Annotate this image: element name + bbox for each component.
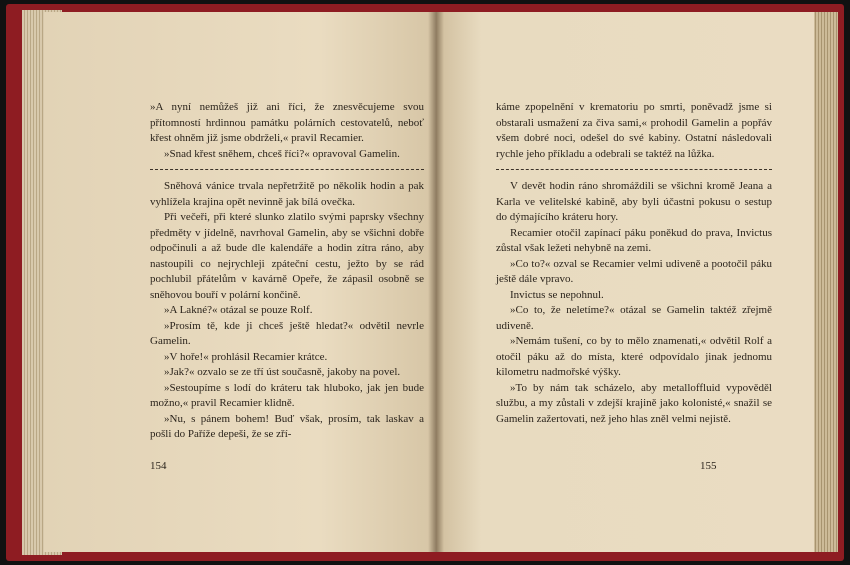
- right-page-text: [496, 100, 772, 427]
- paragraph: »Nemám tušení, co by to mělo znamenati,« odvětil Rolf a otočil páku až do místa, které odpovídalo jinak jednomu kilometru nadmořské výšky.: [496, 335, 772, 378]
- paragraph: Invictus se nepohnul.: [510, 288, 604, 301]
- paragraph: »A Lakné?« otázal se pouze Rolf.: [164, 304, 313, 316]
- book-gutter: [428, 12, 444, 552]
- paragraph: »Sestoupíme s lodí do kráteru tak hluboko, jak jen bude možno,« pravil Recamier klidně.: [150, 381, 424, 409]
- paragraph: »Nu, s pánem bohem! Buď však, prosím, tak laskav a pošli do Paříže depeši, že se zří-: [150, 412, 424, 440]
- right-page: [436, 12, 814, 552]
- left-page-text: [150, 100, 424, 443]
- left-page: [44, 12, 436, 552]
- paragraph: »Prosím tě, kde ji chceš ještě hledat?« odvětil nevrle Gamelin.: [150, 319, 424, 347]
- paragraph: »Co to, že neletíme?« otázal se Gamelin taktéž zřejmě udiveně.: [496, 304, 772, 332]
- page-number: 154: [150, 460, 167, 472]
- section-separator: [496, 169, 772, 171]
- paragraph: V devět hodin ráno shromáždili se všichni kromě Jeana a Karla ve velitelské kabině, aby byli účastni pokusu o sestup do dýmajícího kráteru hory.: [496, 180, 772, 223]
- paragraph: Recamier otočil zapínací páku poněkud do prava, Invictus zůstal však ležeti nehybně na zemi.: [496, 226, 772, 254]
- paragraph: »V hoře!« prohlásil Recamier krátce.: [164, 350, 328, 363]
- page-number: 155: [700, 460, 717, 472]
- paragraph: káme zpopelnění v krematoriu po smrti, poněvadž jsme si obstarali usmažení za čiva sami,« prohodil Gamelin a popřáv všem dobré noci, odešel do své kabiny. Ostatní následovali rychle jeho příkladu a odebrali se taktéž na lůžka.: [496, 101, 772, 160]
- page-edges-right: [810, 12, 838, 552]
- paragraph: »Co to?« ozval se Recamier velmi udiveně a pootočil páku ještě dále vpravo.: [496, 257, 772, 285]
- section-separator: [150, 169, 424, 171]
- paragraph: »Snad křest sněhem, chceš říci?« opravoval Gamelin.: [164, 147, 400, 160]
- paragraph: »A nyní nemůžeš již ani říci, že znesvěcujeme svou přítomností hrdinnou památku polárních cestovatelů, neboť křest ohněm již jsme obdrželi,« pravil Recamier.: [150, 101, 424, 144]
- paragraph: Při večeři, při které slunko zlatilo svými paprsky všechny předměty v jídelně, navrhoval Gamelin, aby se všichni dobře odpočinuli a až bude dle kalendáře a hodin zítra ráno, aby nastoupili co nejrychleji zpáteční cestu, ježto by se rád pochlubil přátelům v kavárně Opeře, že zápasil osobně se sněhovou bouří v polární končině.: [150, 211, 424, 301]
- paragraph: »Jak?« ozvalo se ze tří úst současně, jakoby na povel.: [164, 366, 401, 378]
- paragraph: Sněhová vánice trvala nepřetržitě po několik hodin a pak vyhlížela krajina opět nevinně jak bílá ovečka.: [150, 180, 424, 208]
- paragraph: »To by nám tak scházelo, aby metalloffluid vypověděl službu, a my zůstali v zdejší krajině jako kolonisté,« snažil se Gamelin zažertovati, než jeho hlas zněl velmi nejistě.: [496, 381, 772, 425]
